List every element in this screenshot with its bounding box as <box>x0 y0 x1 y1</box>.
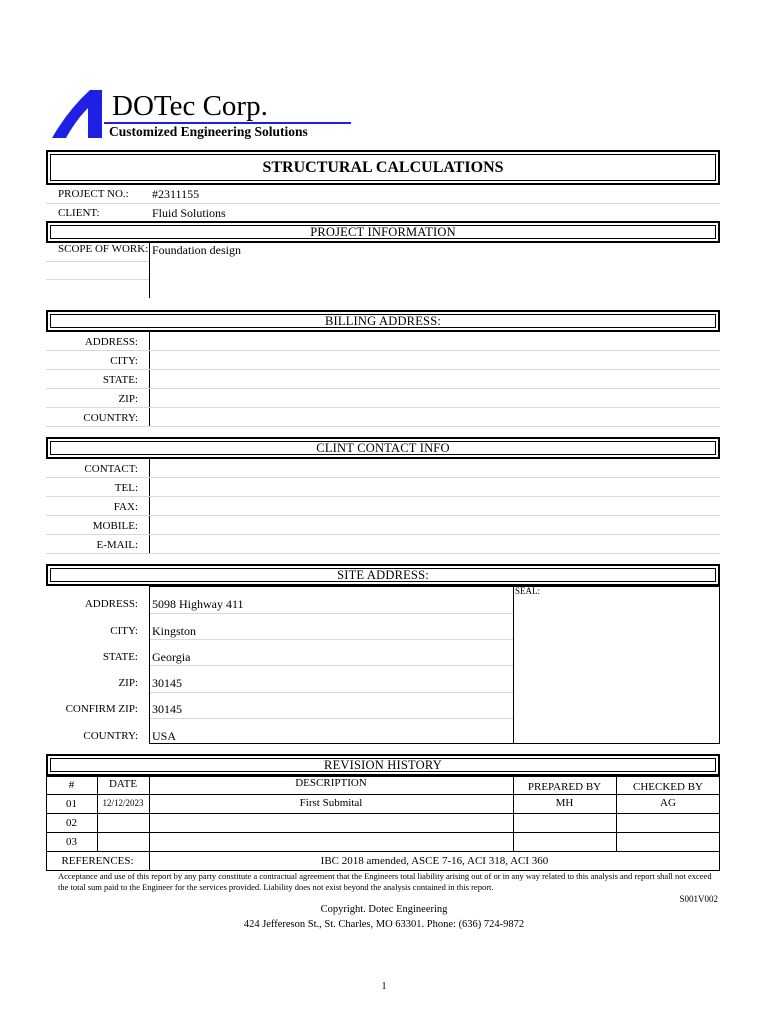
revision-prepared: MH <box>555 797 574 809</box>
site-country-value: USA <box>152 729 177 743</box>
divider <box>46 350 720 351</box>
divider <box>149 332 150 427</box>
dotec-logo-icon <box>50 88 108 140</box>
billing-address-label: ADDRESS: <box>84 336 138 348</box>
site-title: SITE ADDRESS: <box>337 567 429 582</box>
col-num-header: # <box>68 779 75 791</box>
billing-title: BILLING ADDRESS: <box>324 313 442 328</box>
form-code: S001V002 <box>679 894 718 904</box>
divider <box>150 692 513 693</box>
divider <box>150 639 513 640</box>
company-tagline: Customized Engineering Solutions <box>109 124 308 139</box>
revision-checked: AG <box>660 797 676 809</box>
billing-country-label: COUNTRY: <box>83 412 138 424</box>
divider <box>46 261 149 262</box>
site-address-value: 5098 Highway 411 <box>152 597 244 611</box>
client-value: Fluid Solutions <box>152 206 226 220</box>
divider <box>46 813 720 814</box>
project-info-title: PROJECT INFORMATION <box>310 224 456 239</box>
tel-label: TEL: <box>114 482 138 494</box>
references-label: REFERENCES: <box>61 855 134 867</box>
seal-box <box>513 586 720 744</box>
col-checked-header: CHECKED BY <box>633 781 703 793</box>
fax-label: FAX: <box>113 501 138 513</box>
col-date-header: DATE <box>108 778 138 790</box>
revision-desc: First Submital <box>299 797 363 809</box>
divider <box>46 832 720 833</box>
divider <box>46 851 720 852</box>
site-header <box>46 564 720 586</box>
divider <box>46 388 720 389</box>
project-no-value: #2311155 <box>152 187 200 201</box>
billing-city-label: CITY: <box>110 355 138 367</box>
site-state-label: STATE: <box>102 651 138 663</box>
client-label: CLIENT: <box>58 207 100 219</box>
divider <box>46 553 720 554</box>
contact-header <box>46 437 720 459</box>
divider <box>46 515 720 516</box>
contact-title: CLINT CONTACT INFO <box>316 440 450 455</box>
revision-num: 03 <box>66 836 77 848</box>
divider <box>150 718 513 719</box>
copyright-text: Copyright. Dotec Engineering <box>320 904 448 915</box>
divider <box>46 203 720 204</box>
divider <box>46 477 720 478</box>
project-no-label: PROJECT NO.: <box>58 188 129 200</box>
divider <box>46 369 720 370</box>
site-city-label: CITY: <box>110 625 138 637</box>
disclaimer-text: Acceptance and use of this report by any party constitute a contractual agreement that the Engineers total liability arising out of or in any way related to this analysis and report shall not exceed the total sum paid to the Engineer for the services provided. Liability does not exist beyond the analysis contained in this report. <box>58 871 712 892</box>
site-zip-value: 30145 <box>152 676 182 690</box>
revision-num: 01 <box>66 798 77 810</box>
site-address-label: ADDRESS: <box>84 598 138 610</box>
site-confirm-zip-label: CONFIRM ZIP: <box>65 703 138 715</box>
revision-title: REVISION HISTORY <box>324 757 442 772</box>
billing-zip-label: ZIP: <box>118 393 138 405</box>
seal-label: SEAL: <box>515 586 541 596</box>
contact-label: CONTACT: <box>84 463 138 475</box>
revision-date: 12/12/2023 <box>102 798 144 808</box>
scope-value: Foundation design <box>152 243 241 257</box>
page-number: 1 <box>381 981 387 992</box>
divider <box>150 613 513 614</box>
company-address: 424 Jeffereson St., St. Charles, MO 63301. Phone: (636) 724-9872 <box>243 919 525 930</box>
site-city-value: Kingston <box>152 624 197 638</box>
revision-header <box>46 754 720 776</box>
site-state-value: Georgia <box>152 650 191 664</box>
billing-header <box>46 310 720 332</box>
divider <box>46 496 720 497</box>
references-value: IBC 2018 amended, ASCE 7-16, ACI 318, ACI 360 <box>320 855 549 867</box>
divider <box>46 407 720 408</box>
title-box <box>46 150 720 185</box>
divider <box>46 534 720 535</box>
col-desc-header: DESCRIPTION <box>295 777 367 789</box>
divider <box>46 426 720 427</box>
project-info-header <box>46 221 720 243</box>
scope-label: SCOPE OF WORK: <box>58 243 149 255</box>
billing-state-label: STATE: <box>102 374 138 386</box>
site-zip-label: ZIP: <box>118 677 138 689</box>
site-confirm-zip-value: 30145 <box>152 702 182 716</box>
company-name: DOTec Corp. <box>112 90 268 122</box>
col-prepared-header: PREPARED BY <box>527 781 602 793</box>
divider <box>46 794 720 795</box>
divider <box>46 279 149 280</box>
divider <box>150 665 513 666</box>
divider <box>149 459 150 554</box>
divider <box>149 243 150 298</box>
mobile-label: MOBILE: <box>92 520 138 532</box>
email-label: E-MAIL: <box>96 539 138 551</box>
revision-num: 02 <box>66 817 77 829</box>
site-country-label: COUNTRY: <box>83 730 138 742</box>
document-title: STRUCTURAL CALCULATIONS <box>262 158 504 176</box>
